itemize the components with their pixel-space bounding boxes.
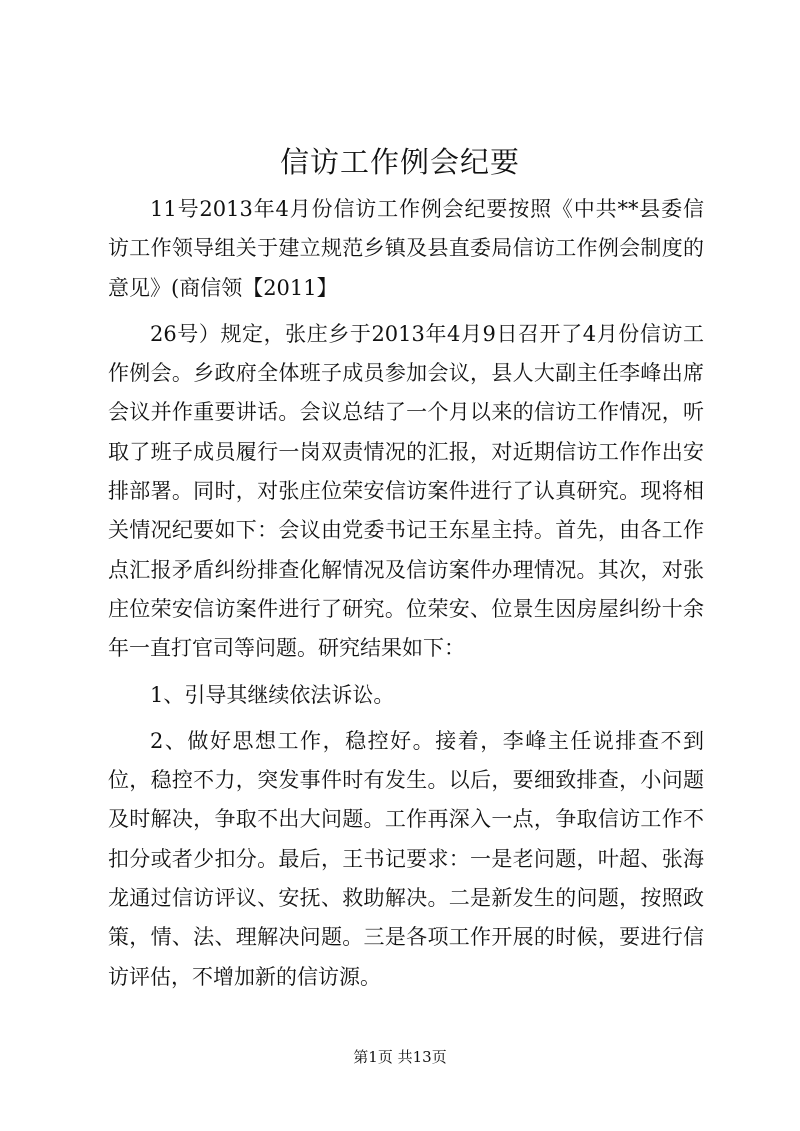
document-body: [108, 190, 704, 1004]
paragraph-2: 26号）规定，张庄乡于2013年4月9日召开了4月份信访工作例会。乡政府全体班子成员参加会议，县人大副主任李峰出席会议并作重要讲话。会议总结了一个月以来的信访工作情况，听取了班子成员履行一岗双责情况的汇报，对近期信访工作作出安排部署。同时，对张庄位荣安信访案件进行了认真研究。现将相关情况纪要如下：会议由党委书记王东星主持。首先，由各工作点汇报矛盾纠纷排查化解情况及信访案件办理情况。其次，对张庄位荣安信访案件进行了研究。位荣安、位景生因房屋纠纷十余年一直打官司等问题。研究结果如下：: [108, 321, 704, 661]
paragraph-4: 2、做好思想工作，稳控好。接着，李峰主任说排查不到位，稳控不力，突发事件时有发生。以后，要细致排查，小问题及时解决，争取不出大问题。工作再深入一点，争取信访工作不扣分或者少扣分。最后，王书记要求：一是老问题，叶超、张海龙通过信访评议、安抚、救助解决。二是新发生的问题，按照政策，情、法、理解决问题。三是各项工作开展的时候，要进行信访评估，不增加新的信访源。: [108, 728, 704, 989]
paragraph-1: 11号2013年4月份信访工作例会纪要按照《中共**县委信访工作领导组关于建立规范乡镇及县直委局信访工作例会制度的意见》(商信领【2011】: [108, 197, 704, 300]
page-footer: 第1页 共13页: [353, 1048, 447, 1066]
document-title: 信访工作例会纪要: [279, 145, 520, 179]
paragraph-3: 1、引导其继续依法诉讼。: [150, 682, 395, 707]
